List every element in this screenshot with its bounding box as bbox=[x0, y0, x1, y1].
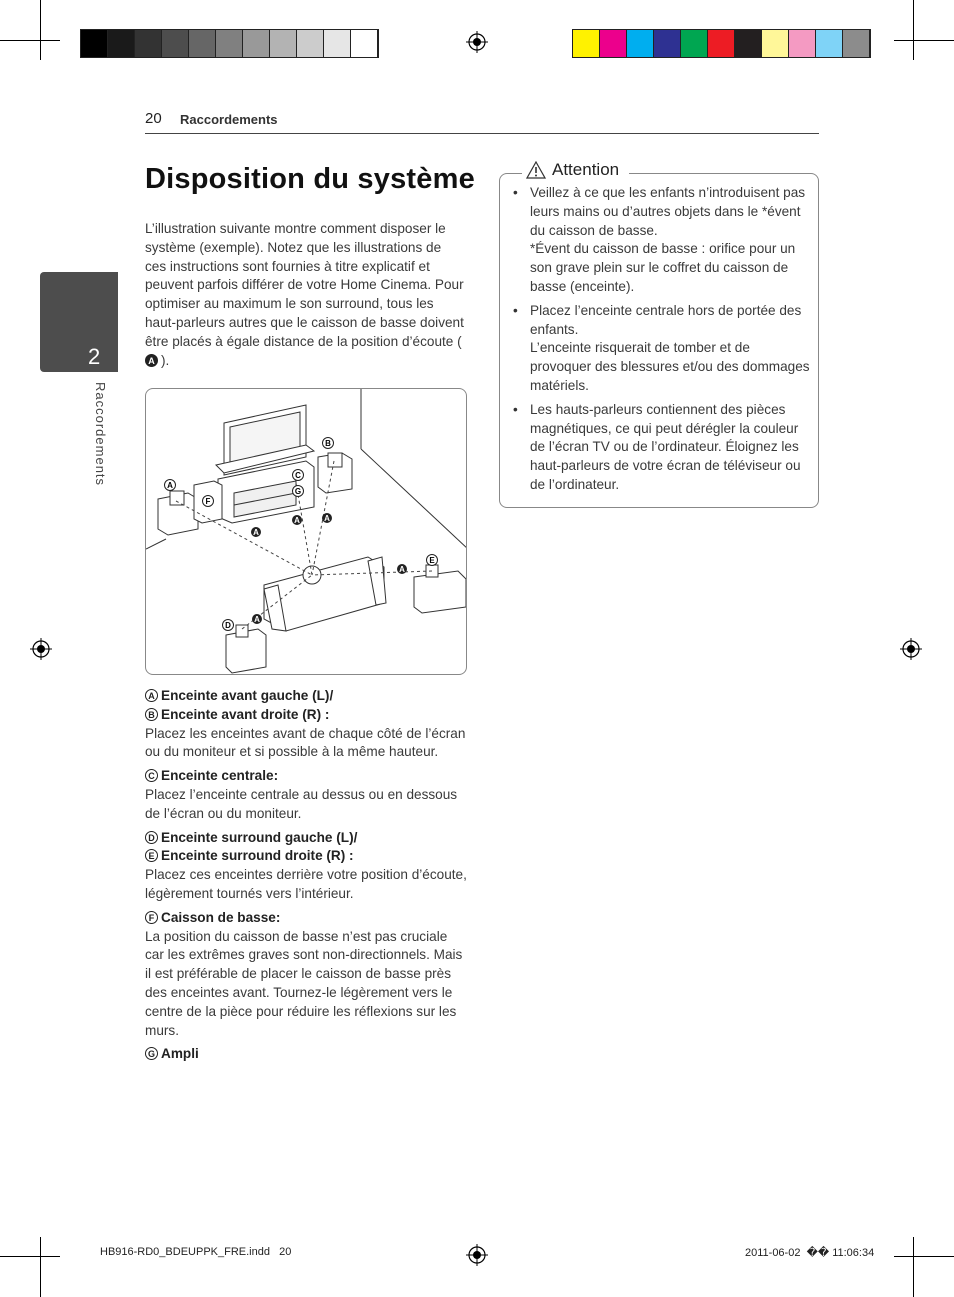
legend-head bbox=[145, 706, 467, 725]
page-number: 20 bbox=[145, 110, 162, 127]
chapter-tab bbox=[40, 272, 118, 372]
color-swatch bbox=[162, 30, 189, 57]
color-swatch bbox=[735, 30, 762, 57]
legend-head-text: Ampli bbox=[161, 1046, 199, 1062]
fig-label-c: C bbox=[295, 471, 301, 480]
attention-item bbox=[510, 184, 810, 297]
badge-a: A bbox=[145, 689, 158, 702]
legend-head bbox=[145, 909, 467, 928]
header-rule bbox=[145, 133, 819, 134]
legend-item-ab bbox=[145, 687, 467, 762]
speaker-layout-figure bbox=[145, 388, 467, 675]
footer-date: 2011-06-02 bbox=[745, 1247, 801, 1259]
legend-head-text: Enceinte surround gauche (L)/ bbox=[161, 829, 358, 845]
registration-mark-icon bbox=[466, 1244, 488, 1266]
badge-b: B bbox=[145, 708, 158, 721]
fig-label-a-dist: A bbox=[294, 516, 300, 525]
color-swatch bbox=[324, 30, 351, 57]
fig-label-a-dist: A bbox=[253, 528, 259, 537]
crop-mark bbox=[0, 40, 60, 41]
color-swatch bbox=[297, 30, 324, 57]
fig-label-a-dist: A bbox=[324, 514, 330, 523]
crop-mark bbox=[913, 1237, 914, 1297]
gray-calibration-bar bbox=[80, 29, 379, 58]
badge-c: C bbox=[145, 769, 158, 782]
room-illustration bbox=[146, 389, 467, 675]
color-swatch bbox=[351, 30, 378, 57]
legend-head-text: Enceinte avant droite (R) : bbox=[161, 706, 330, 722]
crop-mark bbox=[894, 1256, 954, 1257]
attention-text: Placez l’enceinte centrale hors de portée des enfants. bbox=[530, 302, 802, 337]
fig-label-a-dist: A bbox=[254, 615, 260, 624]
legend-desc: Placez les enceintes avant de chaque côté de l’écran ou du moniteur et si possible à la même hauteur. bbox=[145, 725, 466, 760]
legend-head-text: Enceinte avant gauche (L)/ bbox=[161, 688, 334, 703]
legend-item-f bbox=[145, 909, 467, 1041]
legend-head bbox=[145, 687, 467, 706]
footer-filename: HB916-RD0_BDEUPPK_FRE.indd 20 bbox=[100, 1246, 292, 1258]
fig-label-e: E bbox=[429, 556, 435, 565]
fig-label-a-dist: A bbox=[399, 565, 405, 574]
legend-head-text: Enceinte surround droite (R) : bbox=[161, 848, 354, 864]
crop-mark bbox=[40, 0, 41, 60]
registration-mark-icon bbox=[466, 31, 488, 53]
badge-a: A bbox=[145, 354, 158, 367]
attention-text: *Évent du caisson de basse : orifice pour un son grave plein sur le coffret du caisson de basse (enceinte). bbox=[530, 241, 796, 294]
attention-item bbox=[510, 302, 810, 396]
legend-item-c bbox=[145, 767, 467, 823]
badge-d: D bbox=[145, 831, 158, 844]
attention-text: Les hauts-parleurs contiennent des pièces magnétiques, ce qui peut dérégler la couleur de l’écran TV ou de l’ordinateur. Éloignez les haut-parleurs de votre écran de téléviseur ou de l’ordinateur. bbox=[530, 401, 801, 492]
legend-item-g bbox=[145, 1045, 467, 1064]
footer-time: �� 11:06:34 bbox=[806, 1247, 875, 1259]
chapter-number: 2 bbox=[88, 344, 101, 369]
legend-head bbox=[145, 847, 467, 866]
attention-title: Attention bbox=[552, 160, 620, 179]
badge-f: F bbox=[145, 911, 158, 924]
attention-text: Veillez à ce que les enfants n’introduisent pas leurs mains ou d’autres objets dans le *évent du caisson de basse. bbox=[530, 185, 806, 238]
page-title: Disposition du système bbox=[145, 163, 475, 195]
attention-item bbox=[510, 401, 810, 495]
color-swatch bbox=[216, 30, 243, 57]
attention-list bbox=[510, 184, 810, 500]
color-swatch bbox=[816, 30, 843, 57]
crop-mark bbox=[40, 1237, 41, 1297]
fig-label-b: B bbox=[325, 439, 331, 448]
intro-paragraph bbox=[145, 220, 465, 370]
running-head: Raccordements bbox=[180, 112, 278, 127]
legend-head bbox=[145, 1045, 467, 1064]
chapter-side-label: Raccordements bbox=[93, 382, 108, 487]
color-swatch bbox=[843, 30, 870, 57]
fig-label-a: A bbox=[167, 481, 173, 490]
registration-mark-icon bbox=[900, 638, 922, 660]
color-calibration-bar bbox=[572, 29, 871, 58]
fig-label-d: D bbox=[225, 621, 231, 630]
color-swatch bbox=[654, 30, 681, 57]
intro-text-end: ). bbox=[161, 352, 170, 368]
legend-head-text: Enceinte centrale: bbox=[161, 768, 279, 784]
attention-header bbox=[522, 160, 629, 180]
color-swatch bbox=[762, 30, 789, 57]
color-swatch bbox=[708, 30, 735, 57]
color-swatch bbox=[681, 30, 708, 57]
crop-mark bbox=[913, 0, 914, 60]
color-swatch bbox=[81, 30, 108, 57]
color-swatch bbox=[600, 30, 627, 57]
badge-g: G bbox=[145, 1047, 158, 1060]
intro-text: L’illustration suivante montre comment disposer le système (exemple). Notez que les illustrations de ces instructions sont fournies à titre explicatif et peuvent parfois différer de votre Home Cinema. Pour optimiser au maximum le son surround, tous les haut-parleurs autres que le caisson de basse doivent être placés à égale distance de la position d’écoute ( bbox=[145, 221, 464, 349]
fig-label-g: G bbox=[294, 487, 302, 496]
badge-e: E bbox=[145, 849, 158, 862]
crop-mark bbox=[894, 40, 954, 41]
registration-mark-icon bbox=[30, 638, 52, 660]
legend-head-text: Caisson de basse: bbox=[161, 909, 281, 925]
legend-desc: La position du caisson de basse n’est pas cruciale car les extrêmes graves sont non-directionnels. Mais il est préférable de placer le caisson de basse près des enceintes avant. Tournez-le légèrement vers le centre de la pièce pour réduire les réflexions sur les murs. bbox=[145, 928, 463, 1038]
color-swatch bbox=[189, 30, 216, 57]
legend-head bbox=[145, 767, 467, 786]
color-swatch bbox=[789, 30, 816, 57]
color-swatch bbox=[627, 30, 654, 57]
speaker-legend bbox=[145, 687, 467, 1069]
color-swatch bbox=[243, 30, 270, 57]
footer-timestamp bbox=[745, 1246, 874, 1259]
crop-mark bbox=[0, 1256, 60, 1257]
attention-text: L’enceinte risquerait de tomber et de provoquer des blessures et/ou des dommages matériels. bbox=[530, 340, 810, 393]
warning-icon bbox=[526, 161, 546, 179]
legend-head bbox=[145, 829, 467, 848]
legend-desc: Placez l’enceinte centrale au dessus ou en dessous de l’écran ou du moniteur. bbox=[145, 786, 458, 821]
color-swatch bbox=[270, 30, 297, 57]
legend-desc: Placez ces enceintes derrière votre position d’écoute, légèrement tournés vers l’intérieur. bbox=[145, 867, 467, 901]
fig-label-f: F bbox=[205, 497, 211, 506]
color-swatch bbox=[108, 30, 135, 57]
color-swatch bbox=[135, 30, 162, 57]
color-swatch bbox=[573, 30, 600, 57]
legend-item-de bbox=[145, 829, 467, 904]
